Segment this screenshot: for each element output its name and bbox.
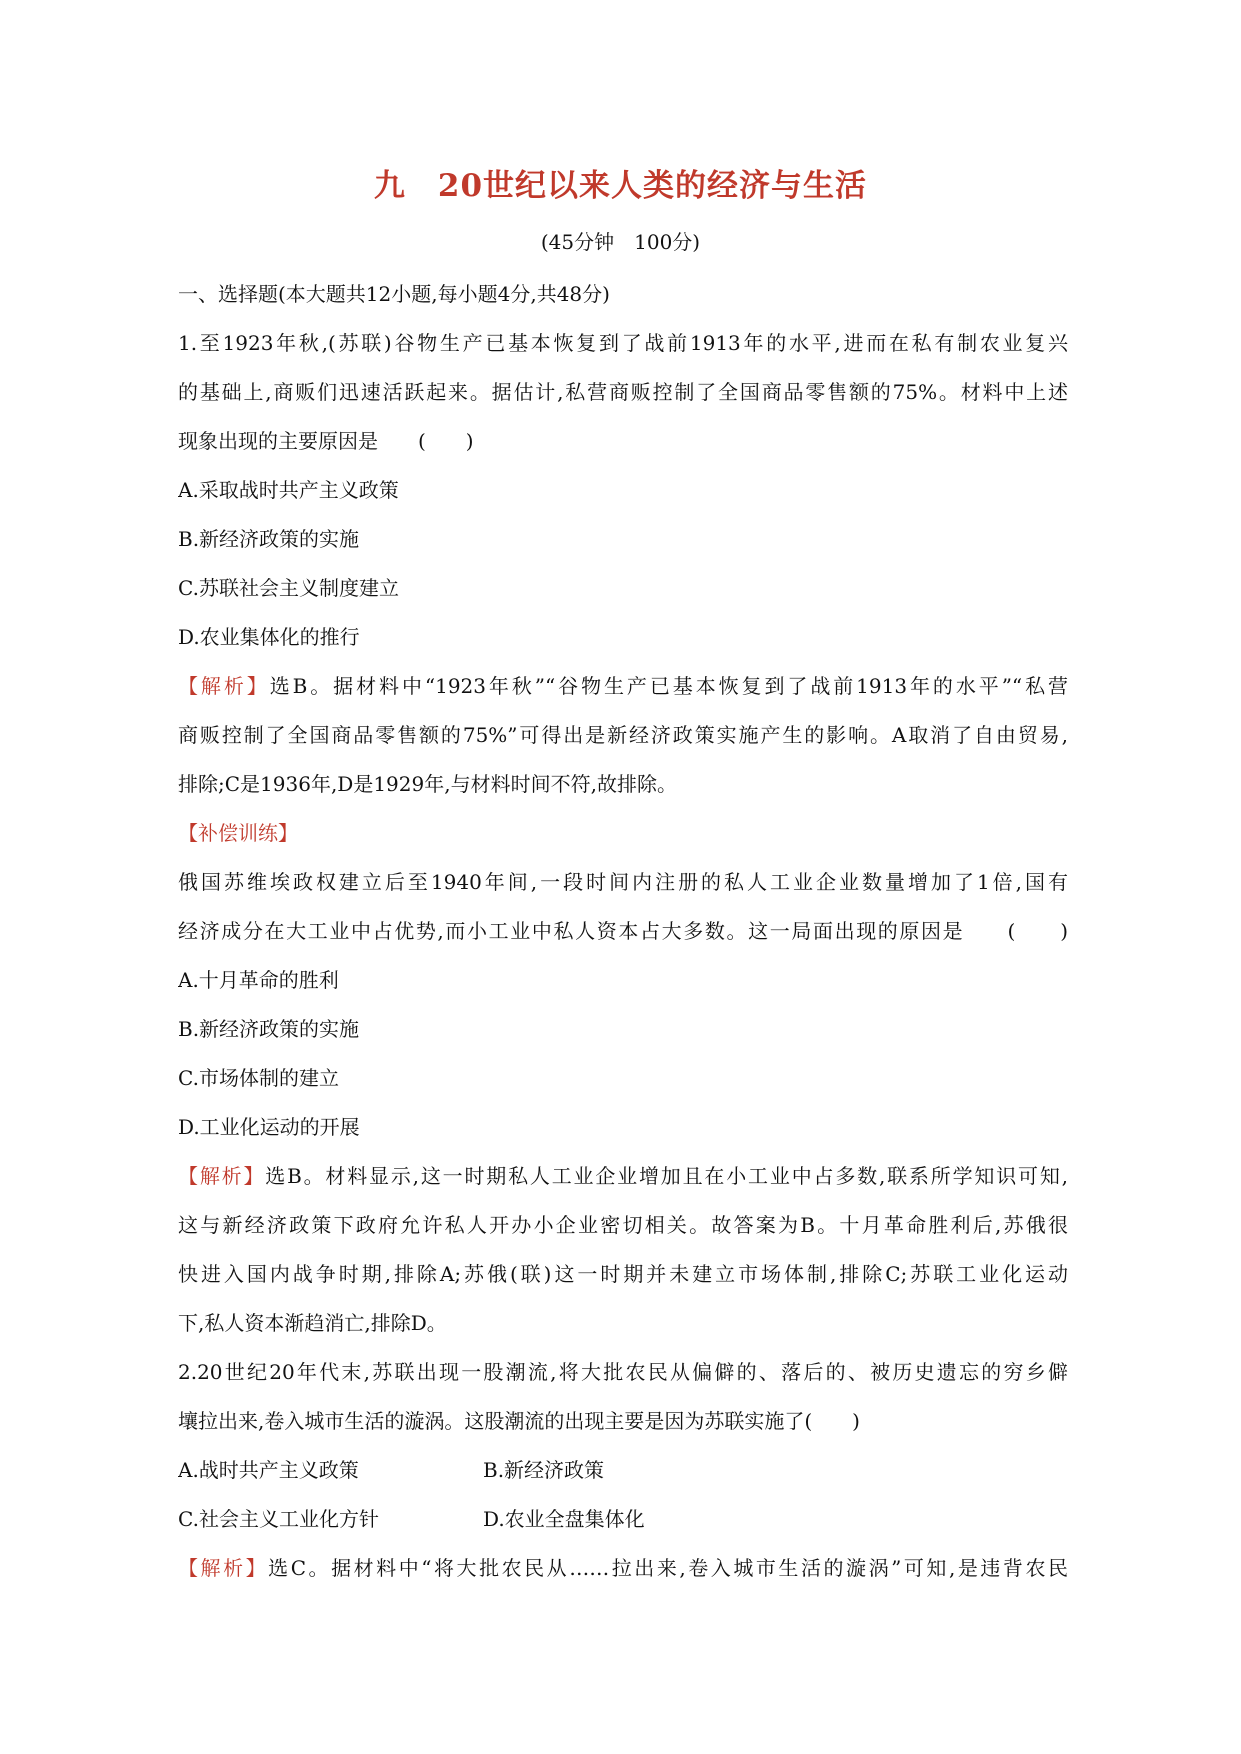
q2-line-1: 2.20世纪20年代末,苏联出现一股潮流,将大批农民从偏僻的、落后的、被历史遗忘的穷乡僻 [178,1360,1068,1384]
q2-line-2: 壤拉出来,卷入城市生活的漩涡。这股潮流的出现主要是因为苏联实施了( ) [178,1409,860,1433]
supplement-option-d: D.工业化运动的开展 [178,1115,360,1139]
supplement-analysis-line-4: 下,私人资本渐趋消亡,排除D。 [178,1311,447,1335]
supplement-line-1: 俄国苏维埃政权建立后至1940年间,一段时间内注册的私人工业企业数量增加了1倍,国有 [178,870,1068,894]
page-subtitle: (45分钟 100分) [540,230,701,254]
q2-options-row-1 [178,1446,1068,1495]
analysis-tag: 【解析】 [178,1556,269,1580]
supplement-line-2: 经济成分在大工业中占优势,而小工业中私人资本占大多数。这一局面出现的原因是 ( ) [178,919,1068,943]
q2-options-row-2 [178,1495,1068,1544]
q1-option-a: A.采取战时共产主义政策 [178,478,399,502]
section-heading: 一、选择题(本大题共12小题,每小题4分,共48分) [178,282,610,306]
supplement-analysis-line-3: 快进入国内战争时期,排除A;苏俄(联)这一时期并未建立市场体制,排除C;苏联工业化运动 [178,1262,1068,1286]
supplement-analysis-line-2: 这与新经济政策下政府允许私人开办小企业密切相关。故答案为B。十月革命胜利后,苏俄很 [178,1213,1068,1237]
q1-line-3: 现象出现的主要原因是 ( ) [178,429,474,453]
analysis-text: 选B。据材料中“1923年秋”“谷物生产已基本恢复到了战前1913年的水平”“私营 [269,674,1068,698]
q1-analysis-line-2: 商贩控制了全国商品零售额的75%”可得出是新经济政策实施产生的影响。A取消了自由贸易, [178,723,1068,747]
supplement-option-a: A.十月革命的胜利 [178,968,339,992]
analysis-tag: 【解析】 [178,1164,266,1188]
q2-option-c: C.社会主义工业化方针 [178,1507,379,1531]
q1-line-2: 的基础上,商贩们迅速活跃起来。据估计,私营商贩控制了全国商品零售额的75%。材料中上述 [178,380,1068,404]
supplement-analysis-line-1 [178,1152,1068,1201]
page-title: 九 20世纪以来人类的经济与生活 [373,168,868,204]
q1-option-c: C.苏联社会主义制度建立 [178,576,399,600]
q1-option-d: D.农业集体化的推行 [178,625,360,649]
q2-analysis-line-1 [178,1544,1068,1593]
q2-option-a: A.战时共产主义政策 [178,1458,359,1482]
q2-option-d: D.农业全盘集体化 [483,1507,645,1531]
analysis-tag: 【解析】 [178,674,270,698]
supplement-tag: 【补偿训练】 [178,821,298,845]
q1-option-b: B.新经济政策的实施 [178,527,360,551]
analysis-text: 选B。材料显示,这一时期私人工业企业增加且在小工业中占多数,联系所学知识可知, [265,1164,1068,1188]
q2-option-b: B.新经济政策 [483,1458,605,1482]
q1-line-1: 1.至1923年秋,(苏联)谷物生产已基本恢复到了战前1913年的水平,进而在私有制农业复兴 [178,331,1068,355]
analysis-text: 选C。据材料中“将大批农民从……拉出来,卷入城市生活的漩涡”可知,是违背农民 [268,1556,1068,1580]
document-body [178,270,1068,1593]
supplement-option-b: B.新经济政策的实施 [178,1017,360,1041]
supplement-option-c: C.市场体制的建立 [178,1066,339,1090]
q1-analysis-line-3: 排除;C是1936年,D是1929年,与材料时间不符,故排除。 [178,772,677,796]
q1-analysis-line-1 [178,662,1068,711]
